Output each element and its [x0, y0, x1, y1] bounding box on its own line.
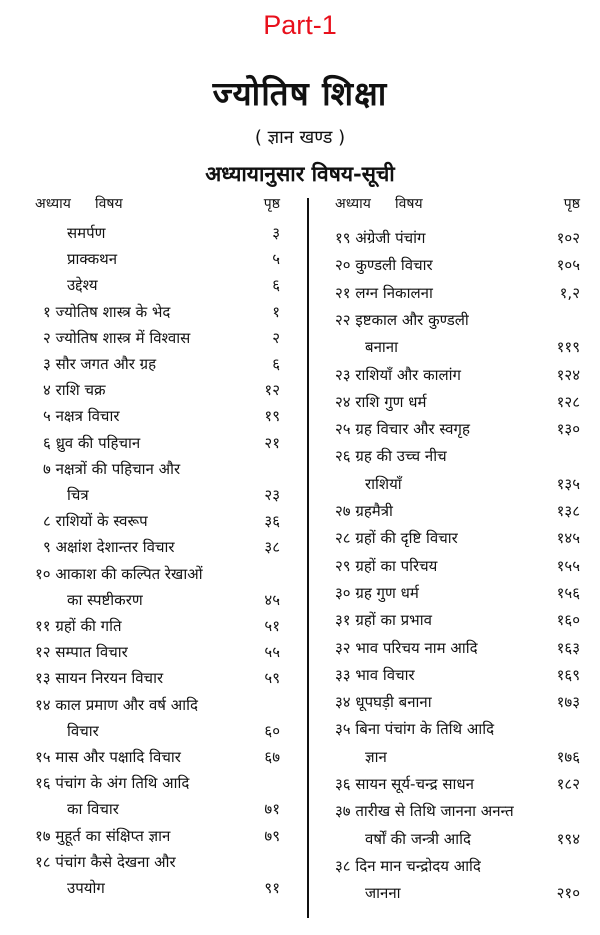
toc-entry-text: प्राक्कथन: [67, 250, 118, 269]
toc-entry-text: ३७ तारीख से तिथि जानना अनन्त: [335, 802, 514, 821]
toc-row: [335, 525, 580, 551]
toc-row: [335, 334, 580, 360]
toc-row: [335, 362, 580, 388]
toc-entry-text: १ ज्योतिष शास्त्र के भेद: [43, 302, 171, 321]
toc-row: [35, 744, 280, 770]
toc-entry-page: १३०: [556, 420, 580, 439]
toc-row: [335, 252, 580, 278]
toc-row: [335, 443, 580, 469]
toc-entry-page: १९: [264, 407, 280, 426]
toc-entry-page: ९१: [264, 879, 280, 897]
toc-entry-page: १८२: [556, 775, 580, 793]
toc-row: [35, 796, 280, 822]
toc-row: [35, 718, 280, 744]
toc-entry-page: २१: [264, 433, 280, 452]
toc-entry-text: ३६ सायन सूर्य-चन्द्र साधन: [335, 775, 474, 793]
toc-entry-text: ३५ बिना पंचांग के तिथि आदि: [335, 720, 495, 739]
toc-entry-text: चित्र: [67, 486, 89, 504]
toc-row: [35, 351, 280, 377]
toc-entry-page: १६०: [556, 611, 580, 630]
toc-row: [335, 607, 580, 633]
toc-entry-text: १३ सायन निरयन विचार: [35, 669, 164, 688]
toc-row: [35, 613, 280, 639]
toc-row: [35, 272, 280, 298]
toc-entry-text: १२ सम्पात विचार: [35, 643, 128, 662]
toc-entry-text: ३२ भाव परिचय नाम आदि: [335, 638, 478, 657]
toc-entry-page: ६०: [264, 721, 280, 740]
toc-entry-page: १२८: [556, 392, 580, 411]
toc-row: [35, 823, 280, 849]
toc-entry-page: १३५: [556, 474, 580, 493]
toc-row: [35, 430, 280, 456]
toc-entry-text: वर्षों की जन्त्री आदि: [365, 829, 471, 848]
toc-row: [35, 377, 280, 403]
toc-entry-page: १: [272, 302, 280, 321]
toc-row: [335, 880, 580, 906]
toc-entry-text: १४ काल प्रमाण और वर्ष आदि: [35, 695, 198, 714]
toc-entry-text: ३८ दिन मान चन्द्रोदय आदि: [335, 856, 481, 875]
toc-entry-text: २ ज्योतिष शास्त्र में विश्वास: [43, 328, 191, 347]
toc-row: [335, 307, 580, 333]
toc-row: [335, 416, 580, 442]
toc-row: [35, 587, 280, 613]
toc-entry-text: ३० ग्रह गुण धर्म: [335, 583, 419, 602]
toc-entry-text: समर्पण: [67, 224, 106, 242]
toc-row: [35, 770, 280, 796]
index-heading: अध्यायानुसार विषय-सूची: [205, 161, 395, 186]
toc-entry-text: २९ ग्रहों का परिचय: [335, 556, 438, 575]
toc-entry-text: ३१ ग्रहों का प्रभाव: [335, 611, 432, 630]
toc-entry-page: ४५: [264, 590, 280, 609]
toc-entry-text: २० कुण्डली विचार: [335, 256, 433, 275]
toc-entry-text: का विचार: [67, 800, 119, 819]
toc-row: [335, 471, 580, 497]
toc-entry-page: ६७: [264, 748, 280, 766]
toc-entry-page: ७१: [264, 800, 280, 819]
toc-entry-text: २५ ग्रह विचार और स्वगृह: [335, 420, 470, 439]
toc-entry-text: राशियाँ: [365, 474, 402, 493]
toc-entry-text: ३ सौर जगत और ग्रह: [43, 355, 157, 373]
toc-entry-text: ११ ग्रहों की गति: [35, 617, 122, 635]
toc-entry-text: विचार: [67, 721, 99, 740]
toc-row: [335, 826, 580, 852]
toc-row: [335, 635, 580, 661]
toc-entry-text: बनाना: [365, 338, 398, 357]
toc-row: [335, 744, 580, 770]
toc-entry-page: १३८: [556, 502, 580, 520]
toc-entry-text: २६ ग्रह की उच्च नीच: [335, 447, 447, 466]
subject-header: विषय: [95, 196, 123, 212]
toc-row: [35, 639, 280, 665]
toc-entry-text: २७ ग्रहमैत्री: [335, 502, 393, 520]
toc-row: [335, 498, 580, 524]
toc-entry-page: ५९: [264, 669, 280, 688]
toc-entry-page: ७९: [264, 826, 280, 845]
toc-row: [35, 482, 280, 508]
toc-row: [35, 561, 280, 587]
toc-entry-text: २४ राशि गुण धर्म: [335, 392, 427, 411]
toc-row: [35, 534, 280, 560]
toc-row: [35, 220, 280, 246]
toc-row: [35, 299, 280, 325]
toc-row: [335, 798, 580, 824]
toc-entry-text: ३३ भाव विचार: [335, 665, 415, 684]
toc-row: [35, 849, 280, 875]
toc-entry-page: ५५: [264, 643, 280, 662]
column-header: [35, 193, 280, 215]
toc-entry-page: १,२: [559, 283, 580, 302]
toc-entry-page: ५१: [264, 617, 280, 635]
toc-row: [335, 553, 580, 579]
toc-entry-page: १५६: [556, 583, 580, 602]
toc-entry-text: ज्ञान: [365, 747, 387, 766]
toc-entry-text: २८ ग्रहों की दृष्टि विचार: [335, 529, 458, 548]
toc-row: [335, 689, 580, 715]
toc-entry-text: जानना: [365, 884, 401, 903]
part-label: Part-1: [263, 10, 337, 40]
book-title: ज्योतिष शिक्षा: [212, 74, 388, 113]
toc-entry-page: १७६: [556, 747, 580, 766]
toc-row: [335, 853, 580, 879]
toc-entry-text: १९ अंग्रेजी पंचांग: [335, 229, 426, 247]
toc-entry-text: १८ पंचांग कैसे देखना और: [35, 852, 176, 871]
toc-entry-text: ५ नक्षत्र विचार: [43, 407, 120, 426]
toc-entry-page: १७३: [556, 693, 580, 712]
toc-entry-page: ३८: [264, 538, 280, 557]
toc-entry-page: २३: [264, 486, 280, 504]
column-header: [335, 193, 580, 215]
toc-entry-text: २१ लग्न निकालना: [335, 283, 433, 302]
toc-row: [35, 508, 280, 534]
toc-entry-page: ११९: [556, 338, 580, 357]
toc-entry-text: १० आकाश की कल्पित रेखाओं: [35, 564, 203, 583]
toc-entry-page: ६: [272, 355, 280, 373]
toc-row: [35, 325, 280, 351]
toc-row: [35, 403, 280, 429]
toc-row: [35, 665, 280, 691]
toc-entry-page: १४५: [556, 529, 580, 548]
subject-header: विषय: [395, 196, 423, 212]
toc-entry-text: २२ इष्टकाल और कुण्डली: [335, 310, 469, 329]
toc-entry-text: ९ अक्षांश देशान्तर विचार: [43, 538, 175, 557]
toc-row: [335, 662, 580, 688]
toc-entry-page: २१०: [556, 884, 580, 903]
toc-entry-page: ५: [272, 250, 280, 269]
book-subtitle: ( ज्ञान खण्ड ): [254, 127, 346, 148]
toc-entry-text: ७ नक्षत्रों की पहिचान और: [43, 459, 181, 478]
toc-entry-page: २: [272, 328, 280, 347]
toc-entry-text: का स्पष्टीकरण: [67, 590, 143, 609]
toc-entry-text: ८ राशियों के स्वरूप: [43, 512, 148, 531]
toc-row: [35, 692, 280, 718]
toc-entry-page: १०२: [556, 229, 580, 247]
toc-entry-text: १६ पंचांग के अंग तिथि आदि: [35, 774, 190, 793]
toc-entry-page: १०५: [556, 256, 580, 275]
toc-entry-page: १२: [264, 381, 280, 400]
toc-row: [35, 875, 280, 901]
toc-row: [35, 246, 280, 272]
toc-entry-page: ६: [272, 276, 280, 295]
toc-entry-text: २३ राशियाँ और कालांग: [335, 365, 461, 384]
toc-entry-text: १७ मुहूर्त का संक्षिप्त ज्ञान: [35, 826, 171, 845]
toc-entry-text: १५ मास और पक्षादि विचार: [35, 748, 181, 766]
page-header: पृष्ठ: [563, 196, 580, 212]
toc-entry-page: १६३: [556, 638, 580, 657]
toc-row: [335, 389, 580, 415]
chapter-header: अध्याय: [335, 196, 371, 212]
toc-entry-text: ६ ध्रुव की पहिचान: [43, 433, 141, 452]
toc-row: [335, 771, 580, 797]
toc-entry-page: १५५: [556, 556, 580, 575]
toc-entry-text: ४ राशि चक्र: [43, 381, 106, 400]
toc-row: [335, 280, 580, 306]
toc-entry-page: ३: [272, 224, 280, 242]
toc-entry-page: ३६: [264, 512, 280, 531]
toc-row: [335, 225, 580, 251]
toc-entry-page: १९४: [556, 829, 580, 848]
toc-row: [335, 716, 580, 742]
toc-entry-text: उद्देश्य: [67, 276, 98, 295]
column-divider: [307, 198, 309, 918]
page-header: पृष्ठ: [263, 196, 280, 212]
toc-entry-text: ३४ धूपघड़ी बनाना: [335, 693, 432, 712]
toc-row: [35, 456, 280, 482]
toc-entry-page: १२४: [556, 365, 580, 384]
toc-entry-text: उपयोग: [67, 879, 105, 897]
chapter-header: अध्याय: [35, 196, 71, 212]
toc-row: [335, 580, 580, 606]
toc-entry-page: १६९: [556, 665, 580, 684]
